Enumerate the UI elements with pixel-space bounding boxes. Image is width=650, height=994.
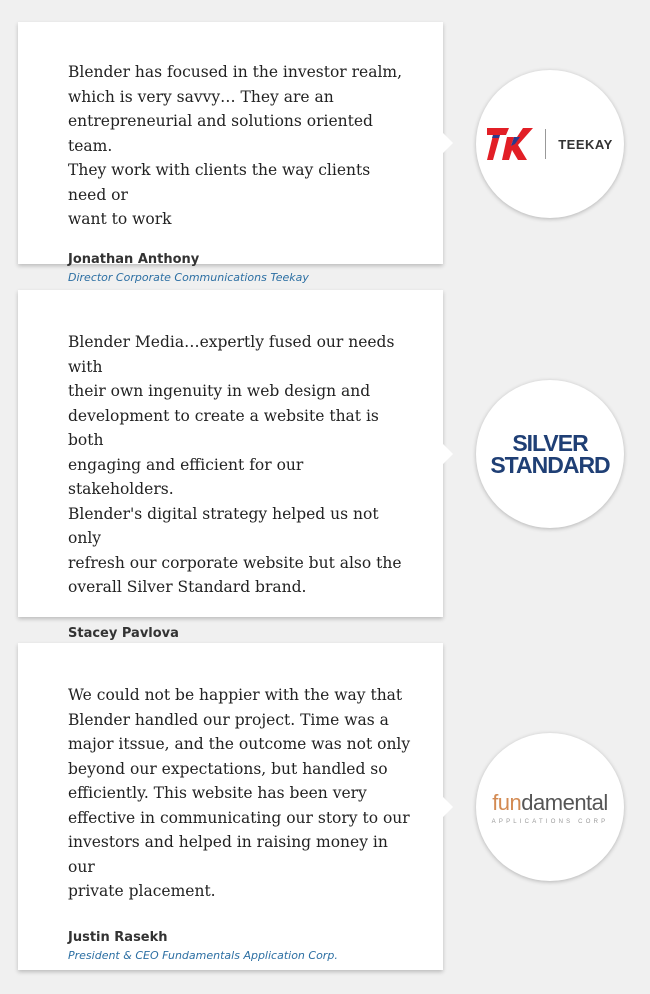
fundamental-logo	[492, 790, 609, 825]
testimonial-quote: Blender has focused in the investor realm, which is very savvy… They are an entrepreneurial and solutions oriented team. They work with clients the way clients need or want to work	[68, 63, 403, 228]
teekay-divider	[545, 129, 546, 159]
testimonial-card-silver-standard	[18, 290, 443, 641]
testimonial-author: Jonathan Anthony	[68, 251, 200, 267]
testimonial-quote: Blender Media…expertly fused our needs with their own ingenuity in web design and development to create a website that is both engaging and efficient for our stakeholders. Blender's digital strategy helped us not only refresh our corporate website but also the overall Silver Standard brand.	[68, 333, 402, 596]
silver-standard-logo-line1: SILVER	[512, 430, 588, 456]
fundamental-logo-word	[492, 790, 608, 815]
fundamental-logo-accent: fun	[492, 789, 522, 815]
testimonial-card-teekay	[18, 22, 443, 284]
fundamental-logo-rest: damental	[521, 789, 608, 815]
fundamental-logo-subtitle: APPLICATIONS CORP	[491, 818, 609, 825]
testimonial-role	[68, 269, 413, 286]
testimonial-role	[68, 947, 413, 964]
testimonial-card-fundamental	[18, 643, 443, 970]
role-line: Director Corporate Communications Teekay	[68, 270, 309, 284]
teekay-logo	[487, 128, 613, 160]
fundamental-logo-circle	[476, 733, 624, 881]
silver-standard-logo-circle	[476, 380, 624, 528]
teekay-tk-icon	[487, 128, 535, 160]
teekay-logo-circle	[476, 70, 624, 218]
teekay-logo-text: TEEKAY	[558, 136, 613, 152]
testimonial-quote: We could not be happier with the way that Blender handled our project. Time was a major itssue, and the outcome was not only beyond our expectations, but handled so efficiently. This website has been very effective in communicating our story to our investors and helped in raising money in our private placement.	[68, 686, 411, 900]
role-line: President & CEO Fundamentals Application Corp.	[68, 948, 338, 962]
testimonial-author: Stacey Pavlova	[68, 625, 179, 641]
silver-standard-logo-line2: STANDARD	[490, 452, 610, 478]
testimonial-author: Justin Rasekh	[68, 929, 168, 945]
silver-standard-logo	[490, 432, 609, 476]
